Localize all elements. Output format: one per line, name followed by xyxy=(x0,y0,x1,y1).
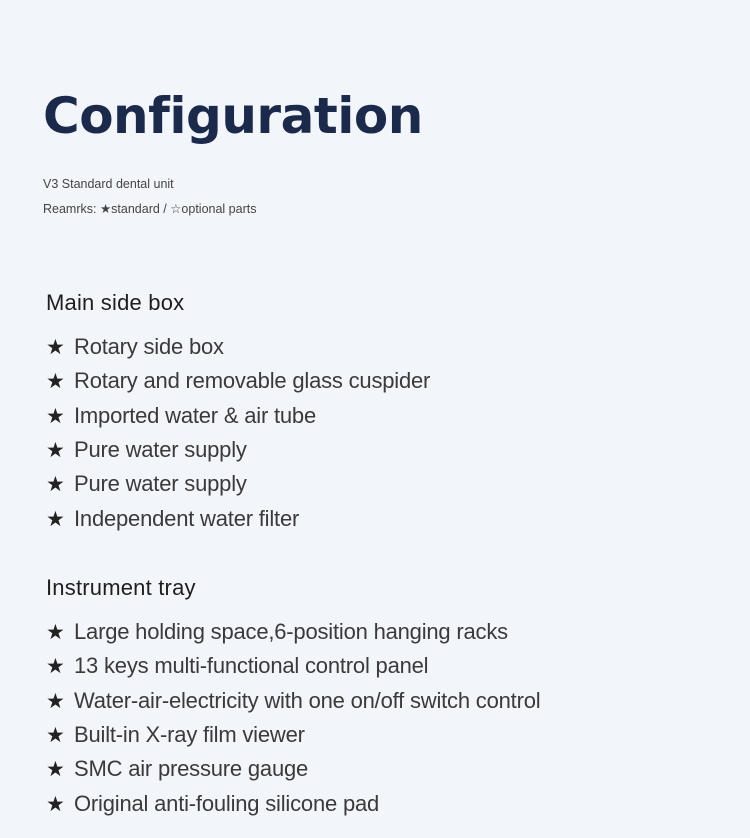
page-title: Configuration xyxy=(43,87,423,145)
item-label: Original anti-fouling silicone pad xyxy=(74,790,380,816)
item-label: Large holding space,6-position hanging racks xyxy=(74,619,508,645)
item-label: Imported water & air tube xyxy=(74,402,317,428)
star-icon: ★ xyxy=(46,723,65,748)
item-label: Water-air-electricity with one on/off switch control xyxy=(74,687,541,713)
star-icon: ★ xyxy=(46,369,65,394)
star-icon: ★ xyxy=(46,438,65,463)
list-item xyxy=(46,786,540,820)
list-item xyxy=(46,467,430,501)
star-icon: ★ xyxy=(46,335,65,360)
star-icon: ★ xyxy=(46,620,65,645)
list-item xyxy=(46,330,430,364)
star-icon: ★ xyxy=(46,403,65,428)
item-label: 13 keys multi-functional control panel xyxy=(74,653,429,679)
star-icon: ★ xyxy=(46,472,65,497)
section-title: Instrument tray xyxy=(46,575,196,600)
feature-list xyxy=(46,330,430,536)
list-item xyxy=(46,364,430,398)
list-item xyxy=(46,615,540,649)
star-icon: ★ xyxy=(46,654,65,679)
star-icon: ★ xyxy=(46,791,65,816)
section-main-side-box xyxy=(46,288,430,536)
star-icon: ★ xyxy=(46,688,65,713)
item-label: Rotary side box xyxy=(74,334,224,360)
item-label: Pure water supply xyxy=(74,471,247,497)
item-label: Built-in X-ray film viewer xyxy=(74,722,305,748)
product-name: V3 Standard dental unit xyxy=(43,177,174,191)
star-icon: ★ xyxy=(46,757,65,782)
item-label: Pure water supply xyxy=(74,437,247,463)
list-item xyxy=(46,399,430,433)
list-item xyxy=(46,684,540,718)
list-item xyxy=(46,752,540,786)
item-label: Rotary and removable glass cuspider xyxy=(74,368,431,394)
star-icon: ★ xyxy=(46,506,65,531)
list-item xyxy=(46,501,430,535)
section-instrument-tray xyxy=(46,573,540,821)
item-label: SMC air pressure gauge xyxy=(74,756,309,782)
section-title: Main side box xyxy=(46,290,185,315)
item-label: Independent water filter xyxy=(74,505,300,531)
remarks-legend: Reamrks: ★standard / ☆optional parts xyxy=(43,202,257,216)
list-item xyxy=(46,433,430,467)
list-item xyxy=(46,718,540,752)
feature-list xyxy=(46,615,540,821)
list-item xyxy=(46,649,540,683)
